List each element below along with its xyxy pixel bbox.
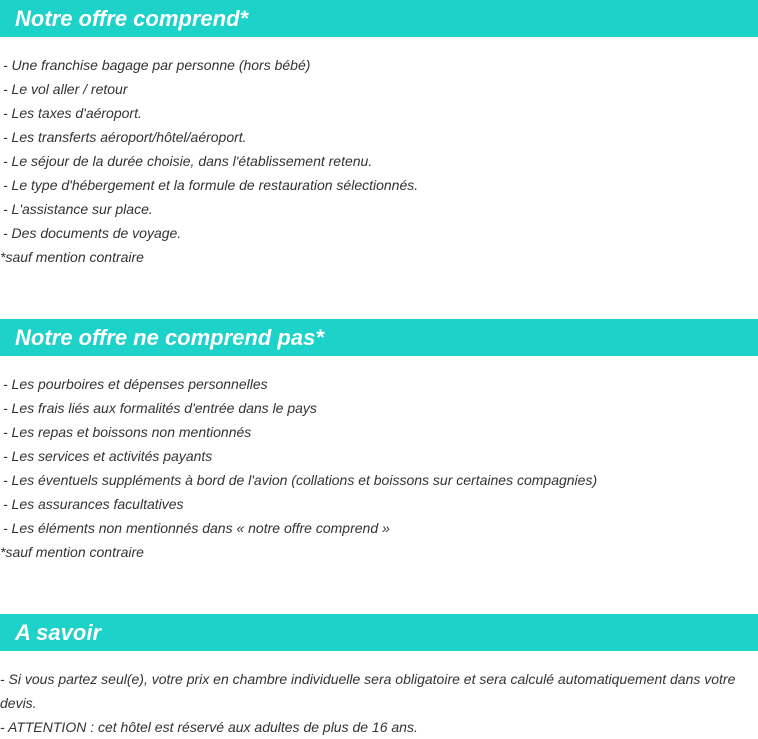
section-header-good-to-know xyxy=(0,614,758,651)
included-item: - L'assistance sur place. xyxy=(3,201,153,217)
not-included-item: - Les assurances facultatives xyxy=(3,496,184,512)
included-item: - Les taxes d'aéroport. xyxy=(3,105,142,121)
not-included-item: - Les repas et boissons non mentionnés xyxy=(3,424,252,440)
included-item: - Le vol aller / retour xyxy=(3,81,128,97)
not-included-item: - Les frais liés aux formalités d'entrée dans le pays xyxy=(3,400,317,416)
not-included-item: - Les services et activités payants xyxy=(3,448,213,464)
section-title-not-included: Notre offre ne comprend pas* xyxy=(15,325,324,350)
included-item: - Le séjour de la durée choisie, dans l'établissement retenu. xyxy=(3,153,373,169)
not-included-item: - Les éléments non mentionnés dans « notre offre comprend » xyxy=(3,520,390,536)
included-item: - Des documents de voyage. xyxy=(3,225,182,241)
section-header-included xyxy=(0,0,758,37)
section-title-included: Notre offre comprend* xyxy=(15,6,249,31)
included-item: - Les transferts aéroport/hôtel/aéroport. xyxy=(3,129,247,145)
included-item: - Le type d'hébergement et la formule de restauration sélectionnés. xyxy=(3,177,419,193)
included-note: *sauf mention contraire xyxy=(0,249,144,265)
included-item: - Une franchise bagage par personne (hors bébé) xyxy=(3,57,311,73)
good-to-know-paragraph: - Si vous partez seul(e), votre prix en chambre individuelle sera obligatoire et sera calculé automatiquement dans votre devis. xyxy=(0,671,736,711)
not-included-item: - Les pourboires et dépenses personnelles xyxy=(3,376,268,392)
not-included-item: - Les éventuels suppléments à bord de l'avion (collations et boissons sur certaines compagnies) xyxy=(3,472,598,488)
section-header-not-included xyxy=(0,319,758,356)
section-title-good-to-know: A savoir xyxy=(15,620,102,645)
good-to-know-paragraph: - ATTENTION : cet hôtel est réservé aux adultes de plus de 16 ans. xyxy=(0,719,418,735)
not-included-note: *sauf mention contraire xyxy=(0,544,144,560)
